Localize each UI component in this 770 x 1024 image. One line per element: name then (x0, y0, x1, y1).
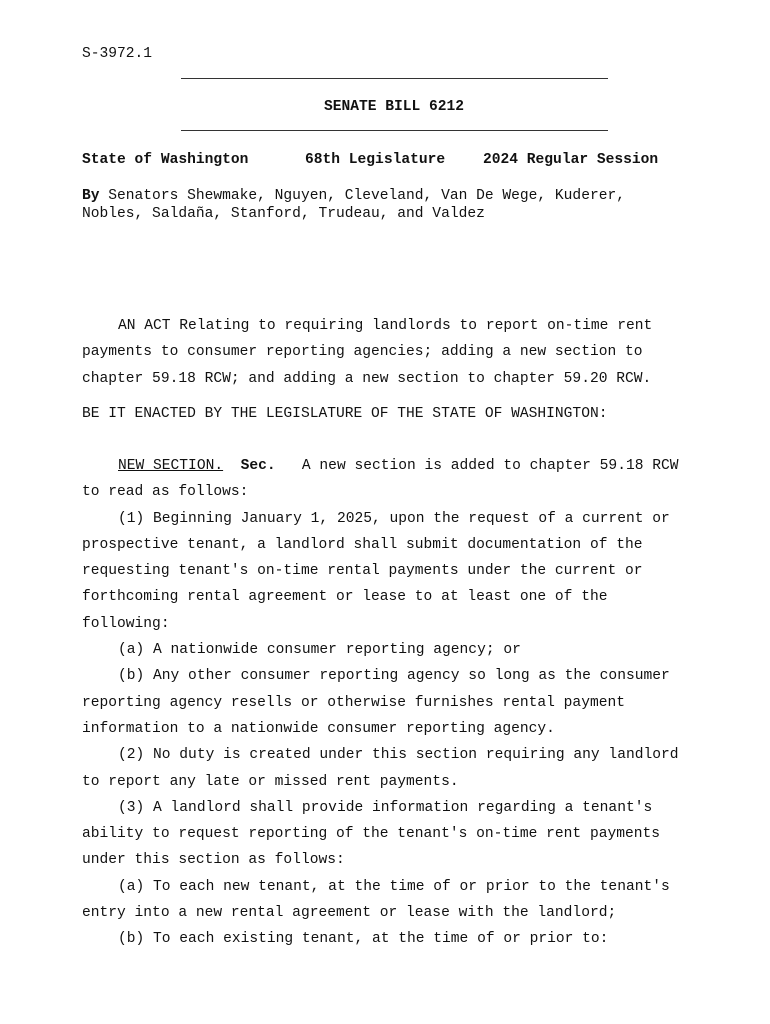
act-line: AN ACT Relating to requiring landlords to report on-time rent (118, 318, 653, 334)
bill-title: SENATE BILL 6212 (323, 99, 465, 115)
section-line: prospective tenant, a landlord shall submit documentation of the (82, 536, 643, 553)
act-title (82, 313, 722, 392)
sponsors-line-2: Nobles, Saldaña, Stanford, Trudeau, and Valdez (82, 206, 485, 222)
section-line: information to a nationwide consumer reporting agency. (82, 720, 555, 737)
act-line: chapter 59.18 RCW; and adding a new section to chapter 59.20 RCW. (82, 370, 652, 387)
section-line: following: (82, 615, 170, 632)
section-line: (1) Beginning January 1, 2025, upon the request of a current or (118, 510, 670, 527)
section-intro-line (82, 453, 722, 479)
state-name: State of Washington (82, 152, 249, 168)
title-rule-bottom (181, 130, 608, 131)
section-line: (2) No duty is created under this section requiring any landlord (118, 747, 679, 764)
session-name: 2024 Regular Session (483, 152, 659, 168)
section-line: to report any late or missed rent payments. (82, 773, 459, 790)
section-intro-text: A new section is added to chapter 59.18 RCW (275, 458, 679, 474)
document-number: S-3972.1 (82, 46, 153, 62)
session-header (82, 152, 682, 170)
new-section-label: NEW SECTION. (118, 458, 224, 474)
section-line: requesting tenant's on-time rental payments under the current or (82, 563, 643, 580)
section-line: reporting agency resells or otherwise furnishes rental payment (82, 694, 625, 711)
legislature-name: 68th Legislature (305, 152, 446, 168)
section-line: (3) A landlord shall provide information regarding a tenant's (118, 799, 653, 816)
act-line: payments to consumer reporting agencies; adding a new section to (82, 344, 643, 361)
section-line: under this section as follows: (82, 852, 345, 869)
sponsors-line-1: Senators Shewmake, Nguyen, Cleveland, Van De Wege, Kuderer, (99, 188, 625, 204)
sponsors-block (82, 187, 702, 223)
sec-label: Sec. (240, 458, 276, 474)
enacting-clause (82, 401, 722, 427)
section-line: ability to request reporting of the tenant's on-time rent payments (82, 826, 661, 843)
by-label: By (82, 188, 100, 204)
title-rule-top (181, 78, 608, 79)
section-line: (a) A nationwide consumer reporting agency; or (118, 642, 521, 659)
section-line: forthcoming rental agreement or lease to at least one of the (82, 589, 608, 606)
section-body (82, 453, 722, 953)
section-intro-line-2: to read as follows: (82, 484, 249, 501)
enacting-clause-text: BE IT ENACTED BY THE LEGISLATURE OF THE STATE OF WASHINGTON: (82, 406, 608, 422)
section-line: (b) Any other consumer reporting agency so long as the consumer (118, 668, 670, 685)
section-line: (a) To each new tenant, at the time of or prior to the tenant's (118, 878, 670, 895)
section-lines (82, 506, 722, 953)
section-line: (b) To each existing tenant, at the time of or prior to: (118, 931, 609, 948)
section-line: entry into a new rental agreement or lease with the landlord; (82, 905, 617, 922)
